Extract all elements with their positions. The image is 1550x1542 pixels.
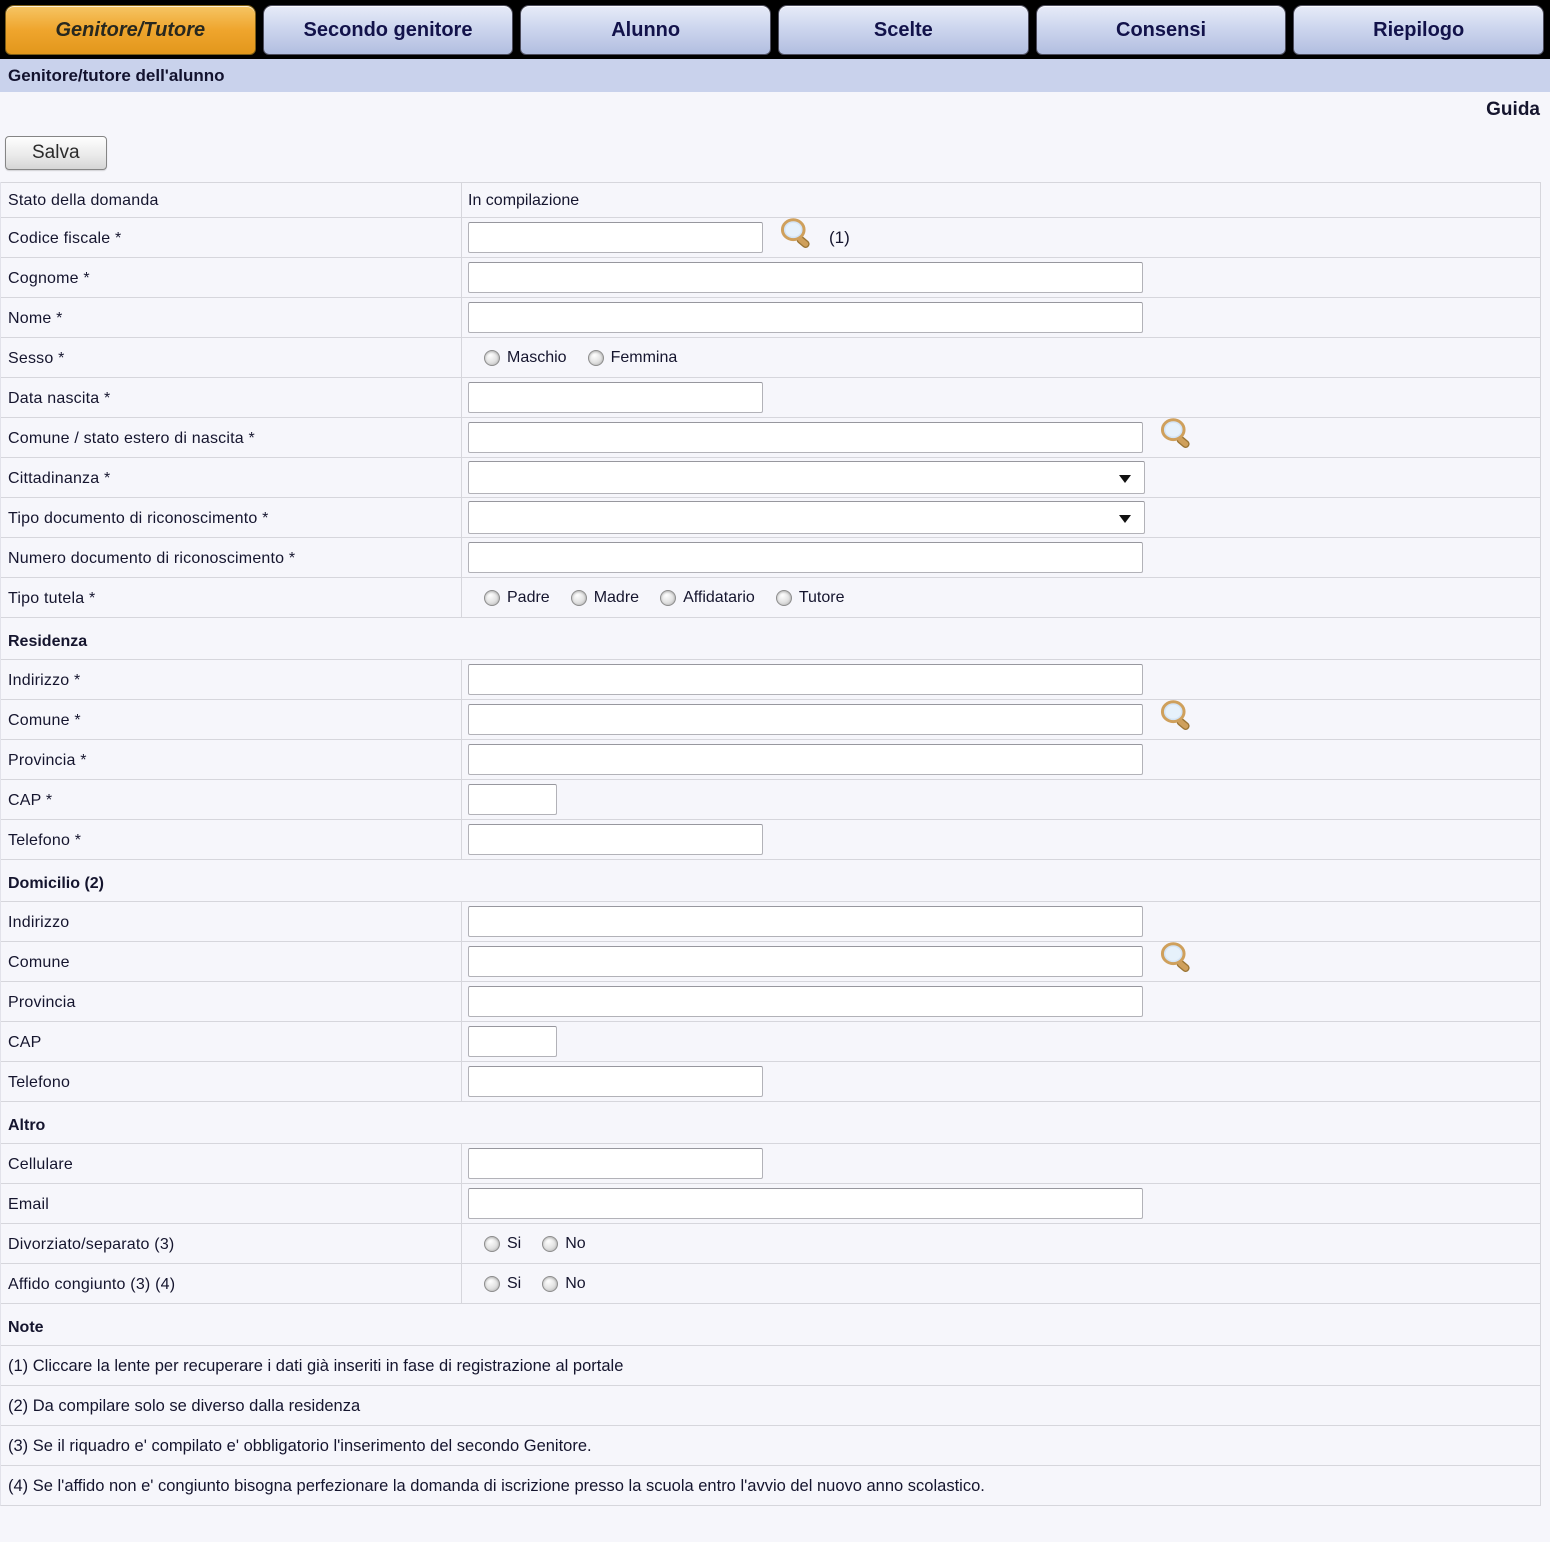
cellulare-cell (462, 1144, 1540, 1183)
tipo-tutela-option-tutore[interactable] (776, 589, 845, 607)
divorziato-separato-radio-group (468, 1235, 586, 1253)
residenza-comune-row (1, 699, 1540, 739)
stato-domanda-label: Stato della domanda (1, 183, 462, 217)
residenza-cap-label: CAP * (1, 780, 462, 819)
tab-alunno[interactable]: Alunno (520, 5, 771, 55)
domicilio-telefono-row (1, 1061, 1540, 1101)
cognome-row (1, 257, 1540, 297)
email-label: Email (1, 1184, 462, 1223)
domicilio-provincia-cell (462, 982, 1540, 1021)
sesso-row (1, 337, 1540, 377)
radio-label: Affidatario (683, 588, 755, 606)
note-row (1, 1465, 1540, 1505)
tipo-tutela-radio-group (468, 589, 844, 607)
email-cell (462, 1184, 1540, 1223)
codice-fiscale-search-icon[interactable] (779, 218, 815, 251)
codice-fiscale-row (1, 217, 1540, 257)
residenza-comune-label: Comune * (1, 700, 462, 739)
cittadinanza-row (1, 457, 1540, 497)
domicilio-telefono-label: Telefono (1, 1062, 462, 1101)
save-button[interactable]: Salva (5, 136, 107, 170)
domicilio-provincia-label: Provincia (1, 982, 462, 1021)
radio-label: No (565, 1234, 586, 1252)
note-text: (4) Se l'affido non e' congiunto bisogna perfezionare la domanda di iscrizione presso la scuola entro l'avvio del nuovo anno scolastico. (8, 1477, 985, 1495)
tipo-tutela-option-madre[interactable] (571, 589, 639, 607)
affido-congiunto-cell (462, 1264, 1540, 1303)
radio-icon[interactable] (588, 350, 604, 366)
chevron-down-icon (1119, 475, 1131, 483)
domicilio-cap-cell (462, 1022, 1540, 1061)
residenza-telefono-cell (462, 820, 1540, 859)
divorziato-separato-option-si[interactable] (484, 1235, 521, 1253)
tipo-tutela-row (1, 577, 1540, 617)
affido-congiunto-radio-group (468, 1275, 586, 1293)
residenza-provincia-label: Provincia * (1, 740, 462, 779)
tipo-documento-label: Tipo documento di riconoscimento * (1, 498, 462, 537)
section-title: Note (8, 1319, 44, 1336)
tipo-documento-row (1, 497, 1540, 537)
email-row (1, 1183, 1540, 1223)
residenza-cap-cell (462, 780, 1540, 819)
residenza-cap-row (1, 779, 1540, 819)
section-title: Altro (8, 1117, 46, 1134)
cittadinanza-cell (462, 458, 1540, 497)
residenza-cap-input[interactable] (468, 784, 557, 815)
domicilio-comune-row (1, 941, 1540, 981)
domicilio-provincia-input[interactable] (468, 986, 1143, 1017)
nome-row (1, 297, 1540, 337)
nome-cell (462, 298, 1540, 337)
divorziato-separato-cell (462, 1224, 1540, 1263)
status-value: In compilazione (468, 192, 580, 209)
domicilio-cap-input[interactable] (468, 1026, 557, 1057)
section-row (1, 617, 1540, 659)
radio-label: Si (507, 1234, 522, 1252)
section-title: Domicilio (2) (8, 875, 105, 892)
tab-consensi[interactable]: Consensi (1036, 5, 1287, 55)
divorziato-separato-label: Divorziato/separato (3) (1, 1224, 462, 1263)
section-title: Residenza (8, 633, 88, 650)
toolbar (0, 128, 1550, 182)
cellulare-label: Cellulare (1, 1144, 462, 1183)
radio-label: Si (507, 1274, 522, 1292)
affido-congiunto-row (1, 1263, 1540, 1303)
comune-nascita-label: Comune / stato estero di nascita * (1, 418, 462, 457)
affido-congiunto-label: Affido congiunto (3) (4) (1, 1264, 462, 1303)
sesso-radio-group (468, 349, 677, 367)
data-nascita-cell (462, 378, 1540, 417)
radio-icon[interactable] (484, 1236, 500, 1252)
sesso-cell (462, 338, 1540, 377)
domicilio-provincia-row (1, 981, 1540, 1021)
note-row (1, 1345, 1540, 1385)
tab-bar (0, 0, 1550, 59)
data-nascita-input[interactable] (468, 382, 763, 413)
radio-icon[interactable] (484, 350, 500, 366)
domicilio-indirizzo-input[interactable] (468, 906, 1143, 937)
residenza-indirizzo-row (1, 659, 1540, 699)
tab-riepilogo[interactable]: Riepilogo (1293, 5, 1544, 55)
page-title-bar (0, 59, 1550, 92)
affido-congiunto-option-no[interactable] (542, 1275, 585, 1293)
radio-label: No (565, 1274, 586, 1292)
note-row (1, 1385, 1540, 1425)
comune-nascita-input[interactable] (468, 422, 1143, 453)
residenza-indirizzo-label: Indirizzo * (1, 660, 462, 699)
radio-icon[interactable] (484, 1276, 500, 1292)
cognome-input[interactable] (468, 262, 1143, 293)
guida-link[interactable]: Guida (1486, 99, 1540, 120)
stato-domanda-row (1, 182, 1540, 217)
tab-genitore-tutore[interactable]: Genitore/Tutore (5, 5, 256, 55)
radio-icon[interactable] (660, 590, 676, 606)
numero-documento-label: Numero documento di riconoscimento * (1, 538, 462, 577)
residenza-provincia-row (1, 739, 1540, 779)
residenza-indirizzo-input[interactable] (468, 664, 1143, 695)
comune-nascita-cell (462, 418, 1540, 457)
cognome-cell (462, 258, 1540, 297)
residenza-telefono-row (1, 819, 1540, 859)
radio-label: Madre (593, 588, 640, 606)
stato-domanda-cell (462, 183, 1540, 217)
radio-icon[interactable] (542, 1236, 558, 1252)
codice-fiscale-cell (462, 218, 1540, 257)
domicilio-indirizzo-label: Indirizzo (1, 902, 462, 941)
sesso-option-femmina[interactable] (588, 349, 678, 367)
numero-documento-cell (462, 538, 1540, 577)
email-input[interactable] (468, 1188, 1143, 1219)
residenza-provincia-cell (462, 740, 1540, 779)
residenza-comune-cell (462, 700, 1540, 739)
domicilio-comune-search-icon[interactable] (1159, 942, 1195, 975)
domicilio-comune-label: Comune (1, 942, 462, 981)
codice-fiscale-label: Codice fiscale * (1, 218, 462, 257)
section-row (1, 859, 1540, 901)
radio-icon[interactable] (484, 590, 500, 606)
divorziato-separato-option-no[interactable] (542, 1235, 585, 1253)
nome-label: Nome * (1, 298, 462, 337)
footnote-ref: (1) (829, 227, 850, 247)
divorziato-separato-row (1, 1223, 1540, 1263)
domicilio-comune-input[interactable] (468, 946, 1143, 977)
radio-label: Tutore (798, 588, 845, 606)
sesso-option-maschio[interactable] (484, 349, 567, 367)
section-row (1, 1101, 1540, 1143)
cellulare-input[interactable] (468, 1148, 763, 1179)
sesso-label: Sesso * (1, 338, 462, 377)
radio-icon[interactable] (776, 590, 792, 606)
radio-label: Femmina (610, 348, 678, 366)
domicilio-indirizzo-row (1, 901, 1540, 941)
cellulare-row (1, 1143, 1540, 1183)
parent-guardian-form (0, 182, 1541, 1506)
tipo-tutela-option-affidatario[interactable] (660, 589, 755, 607)
residenza-telefono-input[interactable] (468, 824, 763, 855)
nome-input[interactable] (468, 302, 1143, 333)
tab-secondo-genitore[interactable]: Secondo genitore (263, 5, 514, 55)
data-nascita-label: Data nascita * (1, 378, 462, 417)
section-row (1, 1303, 1540, 1345)
tab-scelte[interactable]: Scelte (778, 5, 1029, 55)
cittadinanza-label: Cittadinanza * (1, 458, 462, 497)
domicilio-cap-label: CAP (1, 1022, 462, 1061)
radio-icon[interactable] (571, 590, 587, 606)
domicilio-telefono-input[interactable] (468, 1066, 763, 1097)
data-nascita-row (1, 377, 1540, 417)
chevron-down-icon (1119, 515, 1131, 523)
residenza-indirizzo-cell (462, 660, 1540, 699)
tipo-tutela-label: Tipo tutela * (1, 578, 462, 617)
help-row (0, 92, 1550, 128)
codice-fiscale-input[interactable] (468, 222, 763, 253)
domicilio-indirizzo-cell (462, 902, 1540, 941)
tipo-tutela-option-padre[interactable] (484, 589, 550, 607)
note-text: (1) Cliccare la lente per recuperare i dati già inseriti in fase di registrazione al portale (8, 1357, 624, 1375)
domicilio-comune-cell (462, 942, 1540, 981)
affido-congiunto-option-si[interactable] (484, 1275, 521, 1293)
residenza-telefono-label: Telefono * (1, 820, 462, 859)
tipo-documento-select[interactable] (468, 501, 1145, 534)
tipo-documento-cell (462, 498, 1540, 537)
note-row (1, 1425, 1540, 1465)
residenza-comune-input[interactable] (468, 704, 1143, 735)
comune-nascita-search-icon[interactable] (1159, 418, 1195, 451)
comune-nascita-row (1, 417, 1540, 457)
cognome-label: Cognome * (1, 258, 462, 297)
residenza-comune-search-icon[interactable] (1159, 700, 1195, 733)
numero-documento-input[interactable] (468, 542, 1143, 573)
radio-label: Padre (507, 588, 550, 606)
domicilio-telefono-cell (462, 1062, 1540, 1101)
page-title: Genitore/tutore dell'alunno (8, 65, 225, 85)
residenza-provincia-input[interactable] (468, 744, 1143, 775)
radio-icon[interactable] (542, 1276, 558, 1292)
note-text: (2) Da compilare solo se diverso dalla residenza (8, 1397, 361, 1415)
cittadinanza-select[interactable] (468, 461, 1145, 494)
note-text: (3) Se il riquadro e' compilato e' obbligatorio l'inserimento del secondo Genitore. (8, 1437, 592, 1455)
domicilio-cap-row (1, 1021, 1540, 1061)
tipo-tutela-cell (462, 578, 1540, 617)
numero-documento-row (1, 537, 1540, 577)
radio-label: Maschio (507, 348, 567, 366)
